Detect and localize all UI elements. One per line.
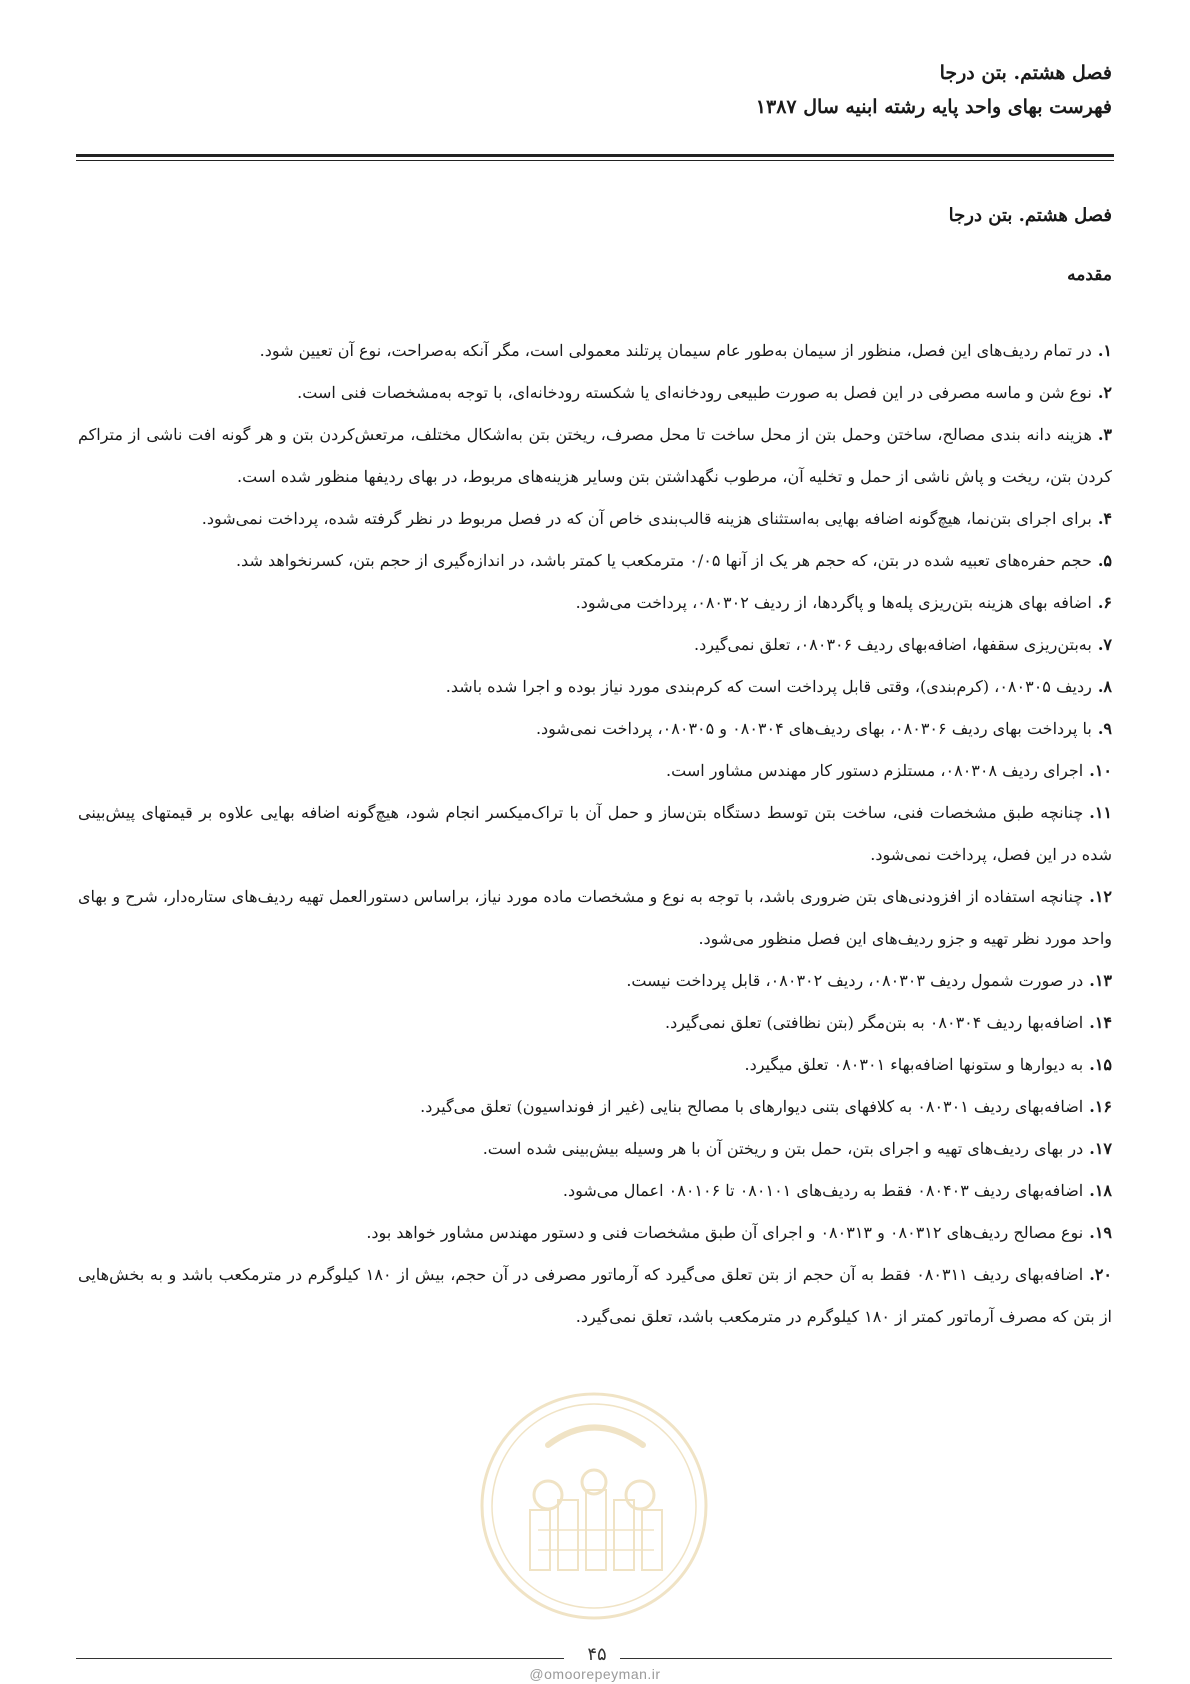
note-text: در صورت شمول ردیف ۰۸۰۳۰۳، ردیف ۰۸۰۳۰۲، قابل پرداخت نیست. (626, 971, 1084, 990)
note-number: ۱۳. (1089, 971, 1112, 990)
note-item (78, 372, 1112, 414)
note-item (78, 1212, 1112, 1254)
note-number: ۱۲. (1089, 887, 1112, 906)
page-number: ۴۵ (587, 1644, 607, 1665)
note-number: ۱۷. (1089, 1139, 1112, 1158)
note-item (78, 1002, 1112, 1044)
header-rule-thin (76, 160, 1114, 161)
note-number: ۲. (1097, 383, 1112, 402)
note-text: ردیف ۰۸۰۳۰۵، (کرم‌بندی)، وقتی قابل پرداخت است که کرم‌بندی مورد نیاز بوده و اجرا شده باشد. (445, 677, 1092, 696)
note-item (78, 1128, 1112, 1170)
note-text: نوع مصالح ردیف‌های ۰۸۰۳۱۲ و ۰۸۰۳۱۳ و اجرای آن طبق مشخصات فنی و دستور مهندس مشاور خواهد بود. (366, 1223, 1084, 1242)
footer-rule-right (620, 1658, 1112, 1659)
note-item (78, 498, 1112, 540)
note-item (78, 624, 1112, 666)
note-item (78, 1254, 1112, 1338)
note-number: ۳. (1097, 425, 1112, 444)
page-header (78, 58, 1112, 122)
note-number: ۱۱. (1089, 803, 1112, 822)
note-text: به‌بتن‌ریزی سقفها، اضافه‌بهای ردیف ۰۸۰۳۰۶، تعلق نمی‌گیرد. (693, 635, 1092, 654)
note-number: ۱۵. (1089, 1055, 1112, 1074)
note-text: اضافه‌بها ردیف ۰۸۰۳۰۴ به بتن‌مگر (بتن نظافتی) تعلق نمی‌گیرد. (665, 1013, 1084, 1032)
note-item (78, 330, 1112, 372)
note-item (78, 666, 1112, 708)
note-item (78, 414, 1112, 498)
note-text: اضافه‌بهای ردیف ۰۸۰۳۱۱ فقط به آن حجم از بتن تعلق می‌گیرد که آرماتور مصرفی در آن حجم، بیش از ۱۸۰ کیلوگرم در مترمکعب باشد و به بخش‌هایی از بتن که مصرف آرماتور کمتر از ۱۸۰ کیلوگرم در مترمکعب باشد، تعلق نمی‌گیرد. (78, 1265, 1112, 1326)
section-title: فصل هشتم. بتن درجا (948, 205, 1112, 226)
note-number: ۱۸. (1089, 1181, 1112, 1200)
notes-list (78, 330, 1112, 1338)
header-document-title: فهرست بهای واحد پایه رشته ابنیه سال ۱۳۸۷ (755, 96, 1112, 118)
note-number: ۸. (1097, 677, 1112, 696)
note-number: ۹. (1097, 719, 1112, 738)
note-text: در بهای ردیف‌های تهیه و اجرای بتن، حمل بتن و ریختن آن با هر وسیله بیش‌بینی شده است. (482, 1139, 1084, 1158)
note-item (78, 750, 1112, 792)
note-number: ۱. (1097, 341, 1112, 360)
note-item (78, 540, 1112, 582)
note-text: هزینه دانه بندی مصالح، ساختن وحمل بتن از محل ساخت تا محل مصرف، ریختن بتن به‌اشکال مختلف، مرتعش‌کردن بتن و هر گونه افت ناشی از متراکم کردن بتن، ریخت و پاش ناشی از حمل و تخلیه آن، مرطوب نگهداشتن بتن وسایر هزینه‌های مربوط، در بهای ردیفها منظور شده است. (78, 425, 1112, 486)
note-item (78, 582, 1112, 624)
note-number: ۱۹. (1089, 1223, 1112, 1242)
note-item (78, 1086, 1112, 1128)
note-number: ۷. (1097, 635, 1112, 654)
footer-site-watermark: @omoorepeyman.ir (529, 1666, 661, 1682)
note-item (78, 792, 1112, 876)
note-text: برای اجرای بتن‌نما، هیچ‌گونه اضافه بهایی به‌استثنای هزینه قالب‌بندی خاص آن که در فصل مربوط در نظر گرفته شده، پرداخت نمی‌شود. (201, 509, 1092, 528)
note-text: با پرداخت بهای ردیف ۰۸۰۳۰۶، بهای ردیف‌های ۰۸۰۳۰۴ و ۰۸۰۳۰۵، پرداخت نمی‌شود. (535, 719, 1092, 738)
note-text: اضافه بهای هزینه بتن‌ریزی پله‌ها و پاگردها، از ردیف ۰۸۰۳۰۲، پرداخت می‌شود. (575, 593, 1092, 612)
header-chapter-title: فصل هشتم. بتن درجا (939, 62, 1112, 84)
note-number: ۶. (1097, 593, 1112, 612)
note-item (78, 1170, 1112, 1212)
note-text: به دیوارها و ستونها اضافه‌بهاء ۰۸۰۳۰۱ تعلق میگیرد. (744, 1055, 1084, 1074)
note-number: ۲۰. (1089, 1265, 1112, 1284)
note-number: ۱۴. (1089, 1013, 1112, 1032)
note-item (78, 960, 1112, 1002)
footer-rule-left (76, 1658, 564, 1659)
note-item (78, 1044, 1112, 1086)
note-text: اضافه‌بهای ردیف ۰۸۰۴۰۳ فقط به ردیف‌های ۰۸۰۱۰۱ تا ۰۸۰۱۰۶ اعمال می‌شود. (562, 1181, 1084, 1200)
note-text: در تمام ردیف‌های این فصل، منظور از سیمان به‌طور عام سیمان پرتلند معمولی است، مگر آنکه به‌صراحت، نوع آن تعیین شود. (259, 341, 1092, 360)
note-item (78, 708, 1112, 750)
note-text: چنانچه طبق مشخصات فنی، ساخت بتن توسط دستگاه بتن‌ساز و حمل آن با تراک‌میکسر انجام شود، هیچ‌گونه اضافه بهایی علاوه بر قیمتهای پیش‌بینی شده در این فصل، پرداخت نمی‌شود. (78, 803, 1112, 864)
note-item (78, 876, 1112, 960)
note-text: اضافه‌بهای ردیف ۰۸۰۳۰۱ به کلافهای بتنی دیوارهای با مصالح بنایی (غیر از فونداسیون) تعلق می‌گیرد. (420, 1097, 1084, 1116)
seal-logo-icon (478, 1390, 710, 1622)
intro-title: مقدمه (1067, 265, 1112, 285)
note-text: حجم حفره‌های تعبیه شده در بتن، که حجم هر یک از آنها ۰/۰۵ مترمکعب یا کمتر باشد، در اندازه‌گیری از حجم بتن، کسرنخواهد شد. (235, 551, 1092, 570)
note-number: ۵. (1097, 551, 1112, 570)
note-text: اجرای ردیف ۰۸۰۳۰۸، مستلزم دستور کار مهندس مشاور است. (666, 761, 1084, 780)
note-number: ۴. (1097, 509, 1112, 528)
note-number: ۱۶. (1089, 1097, 1112, 1116)
note-text: چنانچه استفاده از افزودنی‌های بتن ضروری باشد، با توجه به نوع و مشخصات ماده مورد نیاز، براساس دستورالعمل تهیه ردیف‌های ستاره‌دار، شرح و بهای واحد مورد نظر تهیه و جزو ردیف‌های این فصل منظور می‌شود. (78, 887, 1112, 948)
header-rule-thick (76, 154, 1114, 157)
note-number: ۱۰. (1089, 761, 1112, 780)
note-text: نوع شن و ماسه مصرفی در این فصل به صورت طبیعی رودخانه‌ای یا شکسته رودخانه‌ای، با توجه به‌مشخصات فنی است. (297, 383, 1092, 402)
